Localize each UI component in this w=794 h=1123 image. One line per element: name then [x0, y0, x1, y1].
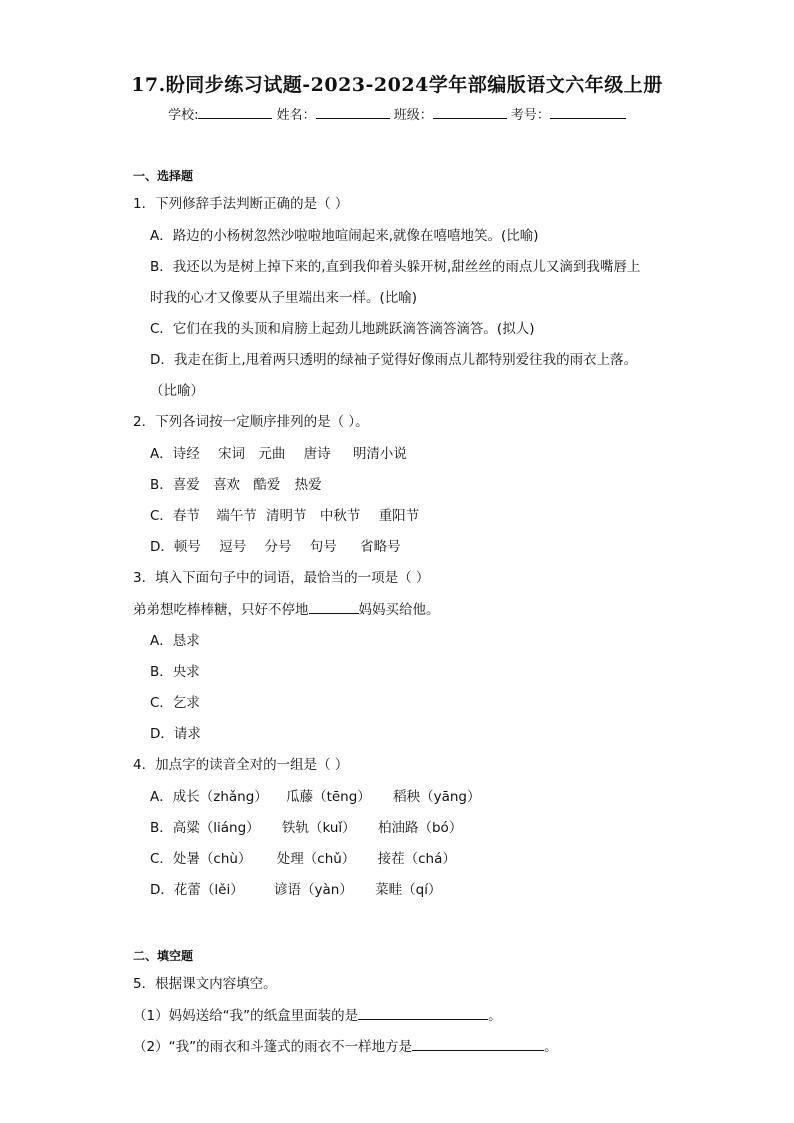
- q1-option-b-line1[interactable]: B．我还以为是树上掉下来的,直到我仰着头躲开树,甜丝丝的雨点儿又滴到我嘴唇上: [150, 259, 641, 275]
- number-label: 考号：: [510, 108, 550, 123]
- q5-sub2-blank[interactable]: [412, 1038, 544, 1051]
- q1-stem: 1．下列修辞手法判断正确的是（ ）: [133, 196, 349, 212]
- q3-option-c[interactable]: C．乞求: [150, 695, 200, 711]
- q4-option-c[interactable]: [150, 847, 456, 867]
- section-fill-heading: 二、填空题: [133, 949, 194, 963]
- q2-a-word: 明清小说: [352, 446, 407, 462]
- q4-d-item: D．花蕾（lěi）: [150, 882, 244, 898]
- school-blank[interactable]: [198, 106, 272, 119]
- q4-b-item: 铁轨（kuǐ）: [281, 820, 356, 836]
- school-label: 学校:: [168, 108, 199, 123]
- section-choice-heading: 一、选择题: [133, 169, 194, 183]
- q2-a-word: 宋词: [218, 446, 246, 462]
- q3-option-a[interactable]: A．恳求: [150, 633, 200, 649]
- q5-stem: 5．根据课文内容填空。: [133, 976, 277, 992]
- q2-c-word: C．春节: [150, 508, 200, 524]
- q4-b-item: 柏油路（bó）: [377, 820, 463, 836]
- q4-b-item: B．高粱（liáng）: [150, 820, 260, 836]
- q3-stem: 3．填入下面句子中的词语，最恰当的一项是（ ）: [133, 570, 430, 586]
- q4-d-item: 谚语（yàn）: [274, 882, 353, 898]
- q4-c-item: 处理（chǔ）: [276, 851, 356, 867]
- q5-sub1-text: （1）妈妈送给“我”的纸盒里面装的是: [133, 1008, 359, 1024]
- q2-a-word: A．诗经: [150, 446, 200, 462]
- q4-c-item: C．处暑（chù）: [150, 851, 252, 867]
- q3-sentence: [133, 598, 440, 618]
- q1-option-c[interactable]: C．它们在我的头顶和肩膀上起劲儿地跳跃滴答滴答滴答。(拟人): [150, 321, 535, 337]
- q5-sub1-blank[interactable]: [358, 1007, 488, 1020]
- q2-a-word: 元曲: [258, 446, 286, 462]
- q4-a-item: 稻秧（yāng）: [393, 789, 481, 805]
- q1-option-d-line2: （比喻）: [150, 383, 204, 399]
- q5-sub2-end: 。: [544, 1039, 558, 1055]
- q2-d-word: D．顿号: [150, 539, 201, 555]
- q1-option-a[interactable]: A．路边的小杨树忽然沙啦啦地喧闹起来,就像在嘻嘻地笑。(比喻): [150, 228, 539, 244]
- q2-a-word: 唐诗: [303, 446, 331, 462]
- q3-sentence-post: 妈妈买给他。: [358, 602, 440, 618]
- q4-c-item: 接茬（chá）: [377, 851, 456, 867]
- q2-b-word: 喜欢: [213, 477, 241, 493]
- q1-option-b-line2: 时我的心才又像要从子里端出来一样。(比喻): [150, 290, 418, 306]
- q2-option-b[interactable]: [150, 473, 322, 493]
- q2-b-word: B．喜爱: [150, 477, 200, 493]
- q4-a-item: A．成长（zhǎng）: [150, 789, 268, 805]
- q2-stem: 2．下列各词按一定顺序排列的是（ ）。: [133, 414, 369, 430]
- q5-sub1-end: 。: [488, 1008, 502, 1024]
- q2-c-word: 端午节: [216, 508, 257, 524]
- q4-option-b[interactable]: [150, 816, 462, 836]
- q2-c-word: 重阳节: [378, 508, 420, 524]
- class-blank[interactable]: [433, 106, 507, 119]
- q2-d-word: 省略号: [360, 539, 401, 555]
- q3-option-b[interactable]: B．央求: [150, 664, 200, 680]
- q4-stem: 4．加点字的读音全对的一组是（ ）: [133, 757, 349, 773]
- q1-option-d-line1[interactable]: D．我走在街上,甩着两只透明的绿袖子觉得好像雨点儿都特别爱往我的雨衣上落。: [150, 352, 638, 368]
- q2-b-word: 酷爱: [253, 477, 281, 493]
- q4-option-d[interactable]: [150, 878, 441, 898]
- q2-option-d[interactable]: [150, 535, 401, 555]
- student-info-line: [0, 104, 794, 123]
- number-blank[interactable]: [550, 106, 626, 119]
- q3-fill-blank[interactable]: [309, 601, 359, 614]
- q3-option-d[interactable]: D．请求: [150, 726, 201, 742]
- q2-c-word: 清明节: [266, 508, 307, 524]
- class-label: 班级：: [393, 108, 433, 123]
- q3-sentence-pre: 弟弟想吃棒棒糖，只好不停地: [133, 602, 309, 618]
- name-label: 姓名：: [276, 108, 316, 123]
- name-blank[interactable]: [316, 106, 390, 119]
- q2-d-word: 分号: [264, 539, 292, 555]
- q4-option-a[interactable]: [150, 785, 481, 805]
- q5-sub2-text: （2）“我”的雨衣和斗篷式的雨衣不一样地方是: [133, 1039, 413, 1055]
- q5-sub1: [133, 1004, 502, 1024]
- q4-a-item: 瓜藤（tēng）: [286, 789, 371, 805]
- q2-b-word: 热爱: [294, 477, 322, 493]
- q5-sub2: [133, 1035, 558, 1055]
- q2-d-word: 逗号: [219, 539, 247, 555]
- q2-c-word: 中秋节: [319, 508, 361, 524]
- q2-option-a[interactable]: [150, 442, 407, 462]
- page-title: 17.盼同步练习试题-2023-2024学年部编版语文六年级上册: [131, 74, 663, 96]
- q4-d-item: 菜畦（qí）: [375, 882, 442, 898]
- q2-option-c[interactable]: [150, 504, 419, 524]
- q2-d-word: 句号: [309, 539, 337, 555]
